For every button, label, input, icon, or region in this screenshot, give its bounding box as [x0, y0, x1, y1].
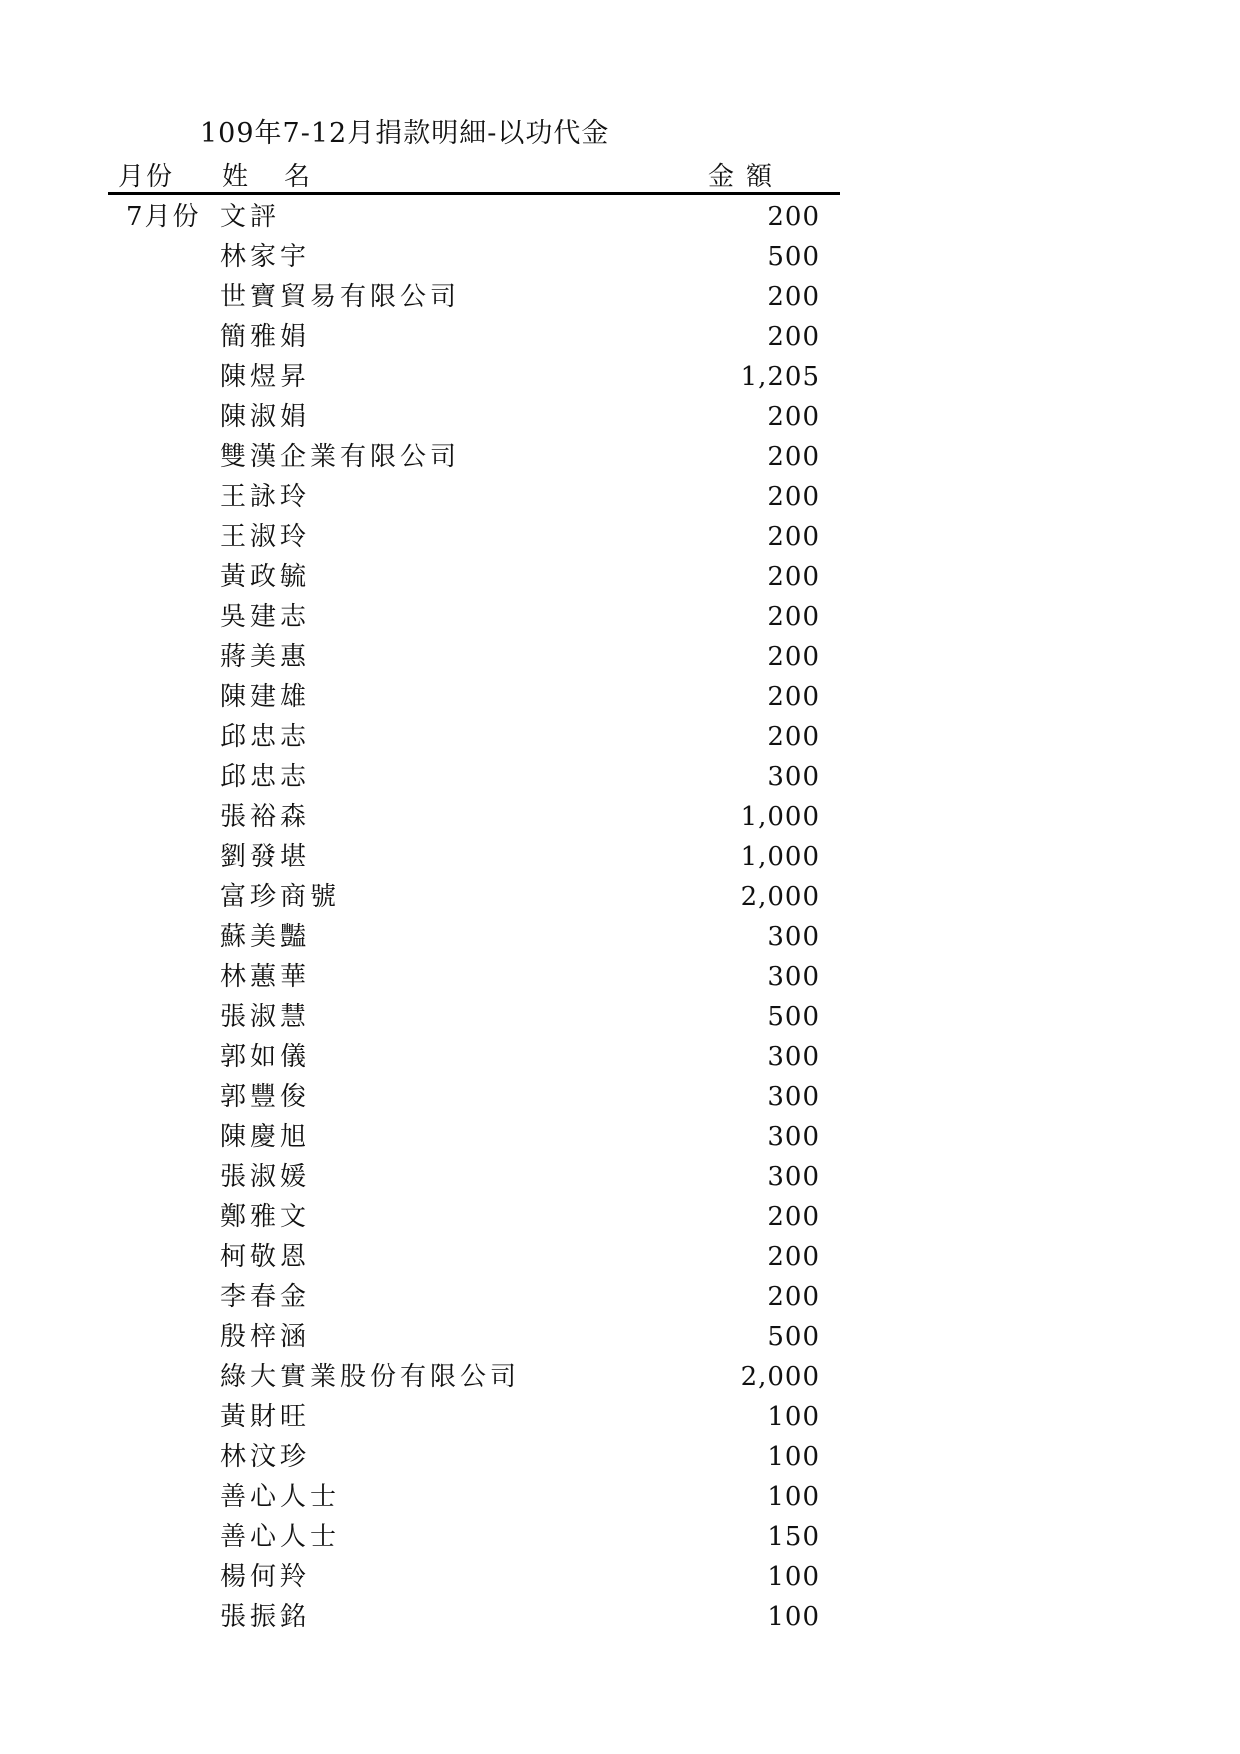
table-row	[0, 1477, 1240, 1517]
table-row	[0, 1557, 1240, 1597]
row-amount: 300	[767, 762, 820, 792]
row-donor-name: 郭如儀	[220, 1042, 311, 1072]
row-donor-name: 吳建志	[220, 602, 311, 632]
row-amount: 200	[767, 602, 820, 632]
row-donor-name: 邱忠志	[220, 762, 311, 792]
table-row	[0, 1517, 1240, 1557]
table-row	[0, 757, 1240, 797]
row-amount: 200	[767, 562, 820, 592]
table-row	[0, 557, 1240, 597]
table-row	[0, 1277, 1240, 1317]
row-amount: 500	[767, 1322, 820, 1352]
header-divider	[108, 192, 840, 195]
row-donor-name: 世寶貿易有限公司	[220, 282, 461, 312]
row-amount: 100	[767, 1442, 820, 1472]
row-donor-name: 善心人士	[220, 1482, 341, 1512]
row-donor-name: 綠大實業股份有限公司	[220, 1362, 521, 1392]
row-donor-name: 邱忠志	[220, 722, 311, 752]
row-donor-name: 王淑玲	[220, 522, 311, 552]
table-row	[0, 637, 1240, 677]
table-row	[0, 1197, 1240, 1237]
row-amount: 300	[767, 922, 820, 952]
row-amount: 200	[767, 402, 820, 432]
row-amount: 200	[767, 1242, 820, 1272]
table-row	[0, 437, 1240, 477]
row-donor-name: 陳建雄	[220, 682, 311, 712]
row-amount: 200	[767, 322, 820, 352]
row-donor-name: 張裕森	[220, 802, 311, 832]
row-donor-name: 張淑媛	[220, 1162, 311, 1192]
row-donor-name: 鄭雅文	[220, 1202, 311, 1232]
row-amount: 200	[767, 642, 820, 672]
row-amount: 200	[767, 1282, 820, 1312]
row-amount: 100	[767, 1482, 820, 1512]
table-row	[0, 317, 1240, 357]
row-donor-name: 蘇美豔	[220, 922, 311, 952]
table-row	[0, 997, 1240, 1037]
row-donor-name: 文評	[220, 202, 281, 232]
table-row	[0, 1237, 1240, 1277]
header-name: 姓名	[222, 162, 347, 192]
row-amount: 500	[767, 1002, 820, 1032]
row-amount: 1,000	[740, 842, 820, 872]
row-donor-name: 張振銘	[220, 1602, 311, 1632]
table-row	[0, 597, 1240, 637]
row-donor-name: 蔣美惠	[220, 642, 311, 672]
row-donor-name: 林汶珍	[220, 1442, 311, 1472]
table-row	[0, 1157, 1240, 1197]
row-amount: 150	[767, 1522, 820, 1552]
table-row	[0, 797, 1240, 837]
table-row	[0, 1037, 1240, 1077]
row-month: 7月份	[126, 202, 201, 232]
row-donor-name: 簡雅娟	[220, 322, 311, 352]
row-amount: 2,000	[740, 882, 820, 912]
table-row	[0, 277, 1240, 317]
row-amount: 100	[767, 1562, 820, 1592]
row-donor-name: 陳煜昇	[220, 362, 311, 392]
table-row	[0, 917, 1240, 957]
row-amount: 2,000	[740, 1362, 820, 1392]
row-amount: 1,000	[740, 802, 820, 832]
row-amount: 1,205	[740, 362, 820, 392]
table-row	[0, 1077, 1240, 1117]
row-donor-name: 楊何羚	[220, 1562, 311, 1592]
table-row	[0, 357, 1240, 397]
table-row	[0, 1397, 1240, 1437]
row-amount: 200	[767, 202, 820, 232]
row-donor-name: 張淑慧	[220, 1002, 311, 1032]
table-row	[0, 1597, 1240, 1637]
table-row	[0, 397, 1240, 437]
row-donor-name: 李春金	[220, 1282, 311, 1312]
row-amount: 200	[767, 482, 820, 512]
row-amount: 300	[767, 1122, 820, 1152]
row-donor-name: 黃財旺	[220, 1402, 311, 1432]
table-row	[0, 197, 1240, 237]
row-donor-name: 黃政毓	[220, 562, 311, 592]
row-donor-name: 王詠玲	[220, 482, 311, 512]
row-donor-name: 陳淑娟	[220, 402, 311, 432]
row-donor-name: 林蕙華	[220, 962, 311, 992]
table-row	[0, 877, 1240, 917]
row-amount: 300	[767, 962, 820, 992]
row-amount: 300	[767, 1042, 820, 1072]
table-row	[0, 1437, 1240, 1477]
table-row	[0, 237, 1240, 277]
donation-table-body	[0, 197, 1240, 1637]
row-amount: 200	[767, 522, 820, 552]
row-donor-name: 劉發堪	[220, 842, 311, 872]
document-title: 109年7-12月捐款明細-以功代金	[200, 118, 610, 149]
header-amount: 金額	[708, 162, 785, 192]
row-donor-name: 善心人士	[220, 1522, 341, 1552]
table-row	[0, 837, 1240, 877]
header-month: 月份	[118, 162, 175, 192]
row-donor-name: 柯敬恩	[220, 1242, 311, 1272]
table-row	[0, 717, 1240, 757]
table-row	[0, 1117, 1240, 1157]
row-amount: 300	[767, 1162, 820, 1192]
table-row	[0, 517, 1240, 557]
row-donor-name: 雙漢企業有限公司	[220, 442, 461, 472]
row-donor-name: 郭豐俊	[220, 1082, 311, 1112]
row-amount: 100	[767, 1402, 820, 1432]
row-amount: 300	[767, 1082, 820, 1112]
row-amount: 200	[767, 282, 820, 312]
row-amount: 500	[767, 242, 820, 272]
table-row	[0, 1357, 1240, 1397]
row-donor-name: 殷梓涵	[220, 1322, 311, 1352]
row-amount: 100	[767, 1602, 820, 1632]
row-amount: 200	[767, 722, 820, 752]
table-row	[0, 1317, 1240, 1357]
row-amount: 200	[767, 442, 820, 472]
table-header	[118, 160, 838, 194]
row-donor-name: 林家宇	[220, 242, 311, 272]
row-amount: 200	[767, 1202, 820, 1232]
table-row	[0, 677, 1240, 717]
row-amount: 200	[767, 682, 820, 712]
table-row	[0, 957, 1240, 997]
row-donor-name: 陳慶旭	[220, 1122, 311, 1152]
row-donor-name: 富珍商號	[220, 882, 341, 912]
table-row	[0, 477, 1240, 517]
